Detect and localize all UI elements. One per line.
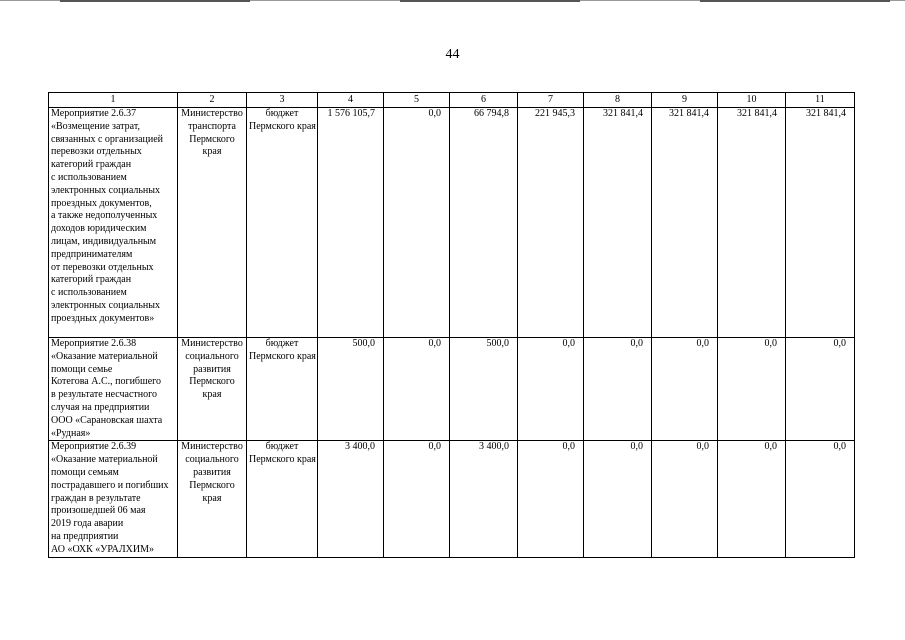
funding-source-cell-line: бюджет [265,441,299,453]
executor-cell [178,441,247,558]
funding-source-cell-line: бюджет [265,108,299,119]
amount-cell: 321 841,4 [584,108,652,338]
executor-cell-line: края [202,492,222,504]
funding-source-cell [247,441,318,558]
amount-cell: 321 841,4 [652,108,718,338]
executor-cell-line: социального [185,350,239,362]
measure-name-cell [49,338,178,441]
executor-cell-line: социального [185,454,239,466]
measure-name-cell-line: АО «ОХК «УРАЛХИМ» [51,543,154,555]
amount-cell: 500,0 [450,338,518,441]
executor-cell [178,108,247,338]
measure-name-cell-line: доходов юридическим [51,223,147,235]
amount-cell: 0,0 [652,338,718,441]
measure-name-cell-line: проездных документов» [51,312,155,324]
amount-cell: 0,0 [384,338,450,441]
measure-name-cell-line: пострадавшего и погибших [51,479,169,491]
amount-cell: 3 400,0 [450,441,518,558]
measure-name-cell-line: помощи семьям [51,466,119,478]
measure-name-cell-line: «Рудная» [51,427,91,439]
executor-cell [178,338,247,441]
amount-cell: 0,0 [518,441,584,558]
amount-cell: 0,0 [718,441,786,558]
measure-name-cell-line: категорий граждан [51,274,132,286]
executor-cell-line: Министерство [181,108,243,119]
measure-name-cell-line: проездных документов, [51,197,152,209]
scan-top-mark [400,0,580,2]
amount-cell: 221 945,3 [518,108,584,338]
executor-cell-line: Министерство [181,338,243,349]
executor-cell-line: развития [193,466,231,478]
measure-name-cell-line: электронных социальных [51,184,160,196]
executor-cell-line: Пермского [189,376,235,388]
program-table [48,92,855,558]
funding-source-cell [247,338,318,441]
measure-name-cell-line: «Оказание материальной [51,454,158,466]
measure-name-cell-line: «Оказание материальной [51,350,158,362]
executor-cell-line: Пермского [189,133,235,145]
measure-name-cell-line: предпринимателям [51,248,133,260]
funding-source-cell [247,108,318,338]
header-cell: 10 [718,93,786,108]
measure-name-cell-line: Мероприятие 2.6.37 [51,108,137,119]
measure-name-cell-line: помощи семье [51,363,113,375]
measure-name-cell [49,441,178,558]
executor-cell-line: края [202,389,222,401]
table-body [49,93,855,558]
header-cell: 1 [49,93,178,108]
measure-name-cell-line: Мероприятие 2.6.39 [51,441,137,453]
measure-name-cell-line: граждан в результате [51,492,141,504]
header-cell: 11 [786,93,855,108]
measure-name-cell [49,108,178,338]
amount-cell: 321 841,4 [786,108,855,338]
header-cell: 4 [318,93,384,108]
amount-cell: 1 576 105,7 [318,108,384,338]
amount-cell: 0,0 [652,441,718,558]
table-row [49,441,855,558]
header-cell: 3 [247,93,318,108]
amount-cell: 0,0 [384,108,450,338]
amount-cell: 0,0 [786,338,855,441]
measure-name-cell-line: связанных с организацией [51,133,164,145]
amount-cell: 321 841,4 [718,108,786,338]
amount-cell: 0,0 [584,441,652,558]
amount-cell: 0,0 [786,441,855,558]
measure-name-cell-line: в результате несчастного [51,389,157,401]
measure-name-cell-line: произошедшей 06 мая [51,505,146,517]
table-row [49,338,855,441]
measure-name-cell-line: с использованием [51,287,127,299]
executor-cell-line: развития [193,363,231,375]
amount-cell: 0,0 [584,338,652,441]
measure-name-cell-line: Котегова А.С., погибшего [51,376,162,388]
header-cell: 8 [584,93,652,108]
measure-name-cell-line: ООО «Сарановская шахта [51,414,163,426]
measure-name-cell-line: перевозки отдельных [51,146,142,158]
table-header-row [49,93,855,108]
funding-source-cell-line: Пермского края [249,350,316,362]
amount-cell: 0,0 [518,338,584,441]
measure-name-cell-line: электронных социальных [51,299,160,311]
amount-cell: 0,0 [384,441,450,558]
executor-cell-line: транспорта [188,120,236,132]
executor-cell-line: Пермского [189,479,235,491]
header-cell: 5 [384,93,450,108]
funding-source-cell-line: Пермского края [249,454,316,466]
measure-name-cell-line: Мероприятие 2.6.38 [51,338,137,349]
measure-name-cell-line: лицам, индивидуальным [51,235,157,247]
measure-name-cell-line: с использованием [51,171,127,183]
measure-name-cell-line: 2019 года аварии [51,518,124,530]
measure-name-cell-line: на предприятии [51,530,119,542]
measure-name-cell-line: случая на предприятии [51,401,150,413]
executor-cell-line: края [202,146,222,158]
scan-top-mark [700,0,890,2]
page-number: 44 [445,47,460,62]
executor-cell-line: Министерство [181,441,243,453]
amount-cell: 500,0 [318,338,384,441]
header-cell: 9 [652,93,718,108]
funding-source-cell-line: бюджет [265,338,299,349]
amount-cell: 0,0 [718,338,786,441]
table-row [49,108,855,338]
measure-name-cell-line: категорий граждан [51,159,132,171]
amount-cell: 3 400,0 [318,441,384,558]
measure-name-cell-line: от перевозки отдельных [51,261,154,273]
header-cell: 7 [518,93,584,108]
funding-source-cell-line: Пермского края [249,120,316,132]
scan-top-mark [60,0,250,2]
measure-name-cell-line: а также недополученных [51,210,158,222]
header-cell: 6 [450,93,518,108]
amount-cell: 66 794,8 [450,108,518,338]
header-cell: 2 [178,93,247,108]
measure-name-cell-line: «Возмещение затрат, [51,120,140,132]
